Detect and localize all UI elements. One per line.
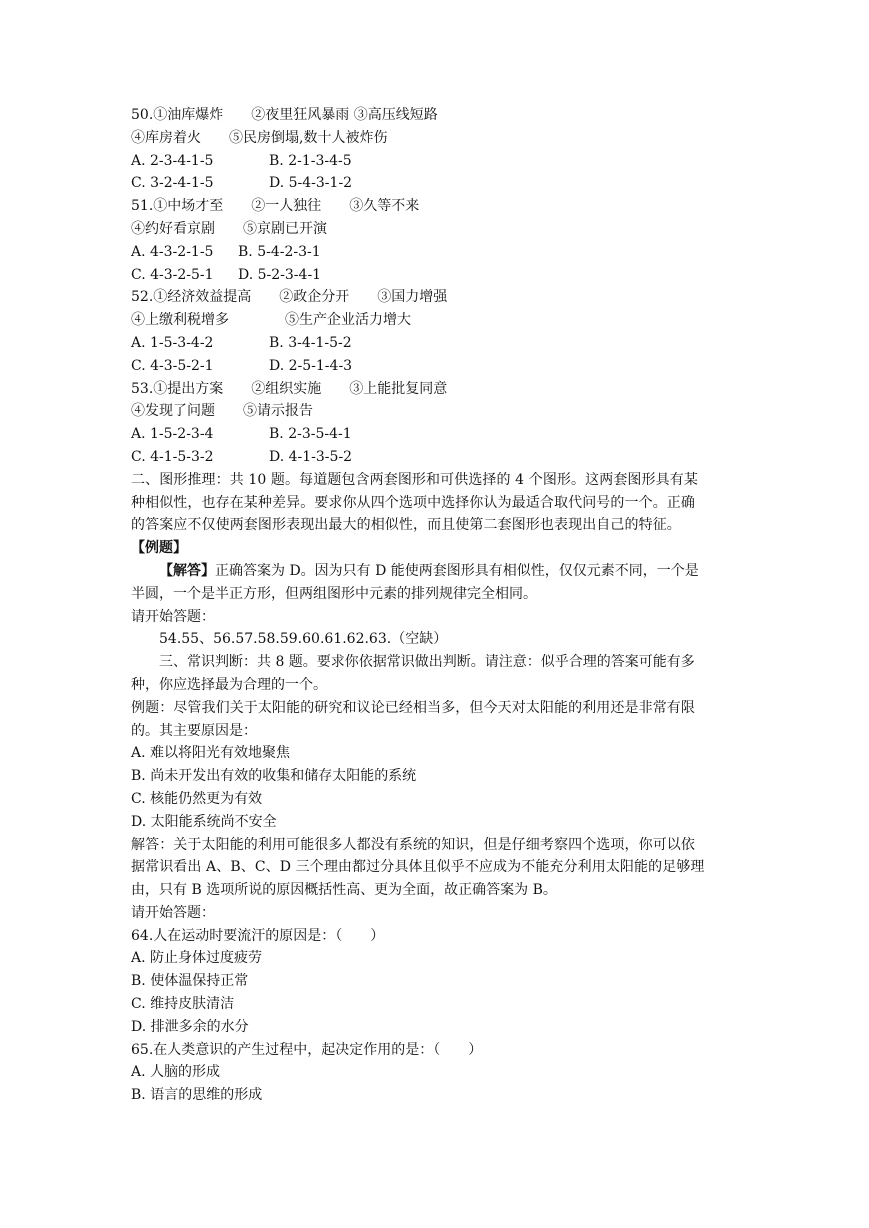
q52-option-d: D. 2-5-1-4-3 [269, 357, 353, 374]
q51-option-a: A. 4-3-2-1-5 [131, 243, 214, 260]
example-option-a: A. 难以将阳光有效地聚焦 [131, 745, 291, 762]
q53-option-c: C. 4-1-5-3-2 [131, 448, 214, 465]
q52-options-row2 [131, 355, 741, 378]
page-content [131, 104, 741, 1107]
q65-option-b: B. 语言的思维的形成 [131, 1087, 263, 1104]
section2-intro-line1: 二、图形推理：共 10 题。每道题包含两套图形和可供选择的 4 个图形。这两套图形具有某 [131, 471, 698, 488]
q50-option-d: D. 5-4-3-1-2 [269, 175, 353, 192]
section2-answer-line1 [131, 560, 741, 583]
example-heading: 【例题】 [131, 540, 187, 557]
q51-options-row1 [131, 241, 741, 264]
q50-stem-line2: ④库房着火 ⑤民房倒塌,数十人被炸伤 [131, 129, 388, 146]
q50-options-row2 [131, 172, 741, 195]
q65-option-a: A. 人脑的形成 [131, 1064, 221, 1081]
q53-option-a: A. 1-5-2-3-4 [131, 426, 214, 443]
q51-option-c: C. 4-3-2-5-1 [131, 266, 214, 283]
q52-stem-line2: ④上缴利税增多 ⑤生产企业活力增大 [131, 312, 411, 329]
answer-label: 【解答】 [159, 562, 215, 579]
section2-intro-line2: 种相似性，也存在某种差异。要求你从四个选项中选择你认为最适合取代问号的一个。正确 [131, 494, 695, 511]
section3-example-line2: 的。其主要原因是： [131, 722, 257, 739]
section2-intro-line3: 的答案应不仅使两套图形表现出最大的相似性，而且使第二套图形也表现出自己的特征。 [131, 517, 681, 534]
q53-options-row2 [131, 446, 741, 469]
q53-stem-line1: 53.①提出方案 ②组织实施 ③上能批复同意 [131, 380, 448, 397]
section3-solution-line2: 据常识看出 A、B、C、D 三个理由都过分具体且似乎不应成为不能充分利用太阳能的足够理 [131, 859, 705, 876]
section3-intro-line2: 种，你应选择最为合理的一个。 [131, 676, 327, 693]
q50-option-c: C. 3-2-4-1-5 [131, 175, 214, 192]
example-option-b: B. 尚未开发出有效的收集和储存太阳能的系统 [131, 768, 417, 785]
section2-start-prompt: 请开始答题： [131, 608, 215, 625]
q51-options-row2 [131, 264, 741, 287]
q64-stem: 64.人在运动时要流汗的原因是：（ ） [131, 927, 385, 944]
section3-solution-line1: 解答：关于太阳能的利用可能很多人都没有系统的知识，但是仔细考察四个选项，你可以依 [131, 836, 695, 853]
q64-option-c: C. 维持皮肤清洁 [131, 996, 235, 1013]
q53-stem-line2: ④发现了问题 ⑤请示报告 [131, 403, 313, 420]
q51-option-b: B. 5-4-2-3-1 [238, 243, 321, 260]
example-option-c: C. 核能仍然更为有效 [131, 790, 263, 807]
section3-solution-line3: 由，只有 B 选项所说的原因概括性高、更为全面，故正确答案为 B。 [131, 882, 557, 899]
section2-answer-line2: 半圆，一个是半正方形，但两组图形中元素的排列规律完全相同。 [131, 585, 537, 602]
q50-option-a: A. 2-3-4-1-5 [131, 152, 214, 169]
q64-option-a: A. 防止身体过度疲劳 [131, 950, 263, 967]
q53-options-row1 [131, 423, 741, 446]
q65-stem: 65.在人类意识的产生过程中，起决定作用的是：（ ） [131, 1041, 483, 1058]
section3-example-line1: 例题：尽管我们关于太阳能的研究和议论已经相当多，但今天对太阳能的利用还是非常有限 [131, 699, 695, 716]
section3-intro-line1: 三、常识判断：共 8 题。要求你依据常识做出判断。请注意：似乎合理的答案可能有多 [159, 654, 695, 671]
q52-options-row1 [131, 332, 741, 355]
example-option-d: D. 太阳能系统尚不安全 [131, 813, 277, 830]
q52-stem-line1: 52.①经济效益提高 ②政企分开 ③国力增强 [131, 289, 448, 306]
q50-options-row1 [131, 150, 741, 173]
q50-stem-line1: 50.①油库爆炸 ②夜里狂风暴雨 ③高压线短路 [131, 107, 438, 123]
section3-start-prompt: 请开始答题： [131, 904, 215, 921]
q53-option-b: B. 2-3-5-4-1 [269, 426, 352, 443]
q51-stem-line1: 51.①中场才至 ②一人独往 ③久等不来 [131, 198, 420, 215]
q64-option-b: B. 使体温保持正常 [131, 973, 249, 990]
q51-option-d: D. 5-2-3-4-1 [238, 266, 322, 283]
q52-option-b: B. 3-4-1-5-2 [269, 334, 352, 351]
q52-option-c: C. 4-3-5-2-1 [131, 357, 214, 374]
q53-option-d: D. 4-1-3-5-2 [269, 448, 353, 465]
q50-option-b: B. 2-1-3-4-5 [269, 152, 352, 169]
q52-option-a: A. 1-5-3-4-2 [131, 334, 214, 351]
q51-stem-line2: ④约好看京剧 ⑤京剧已开演 [131, 220, 327, 237]
answer-text-line1: 正确答案为 D。因为只有 D 能使两套图形具有相似性，仅仅元素不同，一个是 [215, 562, 699, 579]
section2-missing-items: 54.55、56.57.58.59.60.61.62.63.（空缺） [159, 631, 448, 648]
q64-option-d: D. 排泄多余的水分 [131, 1018, 249, 1035]
